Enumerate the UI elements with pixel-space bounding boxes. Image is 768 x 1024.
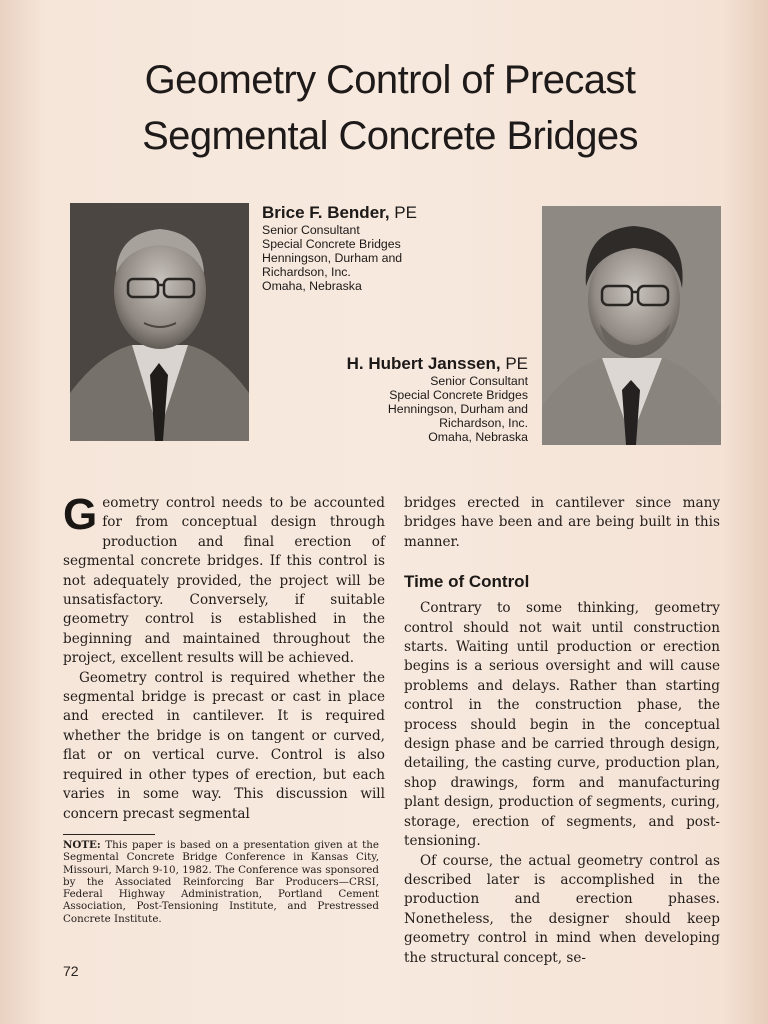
author-name-line	[262, 203, 417, 223]
body-paragraph: Of course, the actual geometry control as described later is accomplished in the production and erection phases. Nonetheless, the designer should keep geometry control in mind when developing the structural concept, se-	[404, 852, 720, 966]
author-photo-janssen	[542, 206, 721, 445]
title-line-1: Geometry Control of Precast	[144, 58, 636, 102]
author-photo-bender	[70, 203, 249, 441]
author-credential: PE	[389, 203, 417, 222]
footnote	[63, 839, 379, 925]
body-paragraph	[63, 490, 385, 669]
author-block-janssen	[347, 354, 528, 444]
section-heading: Time of Control	[404, 572, 530, 592]
author-affiliation	[262, 223, 417, 293]
footnote-label: NOTE:	[63, 839, 101, 851]
affiliation-line: Senior Consultant	[430, 374, 528, 388]
body-paragraph: bridges erected in cantilever since many bridges have been and are being built in this manner.	[404, 495, 720, 550]
author-name: Brice F. Bender,	[262, 203, 390, 222]
footnote-text: This paper is based on a presentation given at the Segmental Concrete Bridge Conference in Kansas City, Missouri, March 9-10, 1982. The Conference was sponsored by the Associated Reinforcing Bar Producers—CRSI, Federal Highway Administration, Portland Cement Association, Post-Tensioning Institute, and Prestressed Concrete Institute.	[63, 839, 379, 925]
affiliation-line: Omaha, Nebraska	[262, 279, 362, 293]
affiliation-line: Richardson, Inc.	[439, 416, 528, 430]
affiliation-line: Richardson, Inc.	[262, 265, 351, 279]
affiliation-line: Henningson, Durham and	[387, 402, 528, 416]
body-column-right	[404, 494, 720, 968]
body-paragraph: Geometry control is required whether the segmental bridge is precast or cast in place and erected in cantilever. It is required whether the bridge is on tangent or curved, flat or on vertical curve. Control is also required in other types of erection, but each varies in some way. This discussion will concern precast segmental	[63, 669, 385, 822]
body-paragraph: Contrary to some thinking, geometry control should not wait until construction starts. Waiting until production or erection begins is a serious oversight and will cause problems and delays. Rather than starting control in the construction phase, the process should begin in the conceptual design phase and be carried through design, detailing, the casting curve, production plan, shop drawings, form and manufacturing plant design, production of segments, curing, storage, erection of segments, and post-tensioning.	[404, 600, 720, 850]
author-name: H. Hubert Janssen,	[346, 354, 501, 373]
affiliation-line: Omaha, Nebraska	[428, 430, 528, 444]
author-block-bender	[262, 203, 417, 293]
affiliation-line: Special Concrete Bridges	[389, 388, 528, 402]
footnote-rule	[63, 834, 155, 835]
portrait-illustration	[542, 206, 721, 445]
drop-cap: G	[63, 490, 98, 539]
author-name-line	[347, 354, 528, 374]
affiliation-line: Henningson, Durham and	[262, 251, 403, 265]
portrait-illustration	[70, 203, 249, 441]
author-affiliation	[347, 374, 528, 444]
affiliation-line: Senior Consultant	[262, 223, 360, 237]
title-line-2: Segmental Concrete Bridges	[142, 114, 638, 158]
author-credential: PE	[500, 354, 528, 373]
article-title	[40, 52, 740, 164]
body-column-left	[63, 490, 385, 824]
paragraph-text: eometry control needs to be accounted for from conceptual design through production and final erection of segmental concrete bridges. If this control is not adequately provided, the project will be unsatisfactory. Conversely, if suitable geometry control is established in the beginning and maintained throughout the project, excellent results will be achieved.	[63, 495, 385, 667]
affiliation-line: Special Concrete Bridges	[262, 237, 401, 251]
page-number: 72	[63, 963, 79, 979]
